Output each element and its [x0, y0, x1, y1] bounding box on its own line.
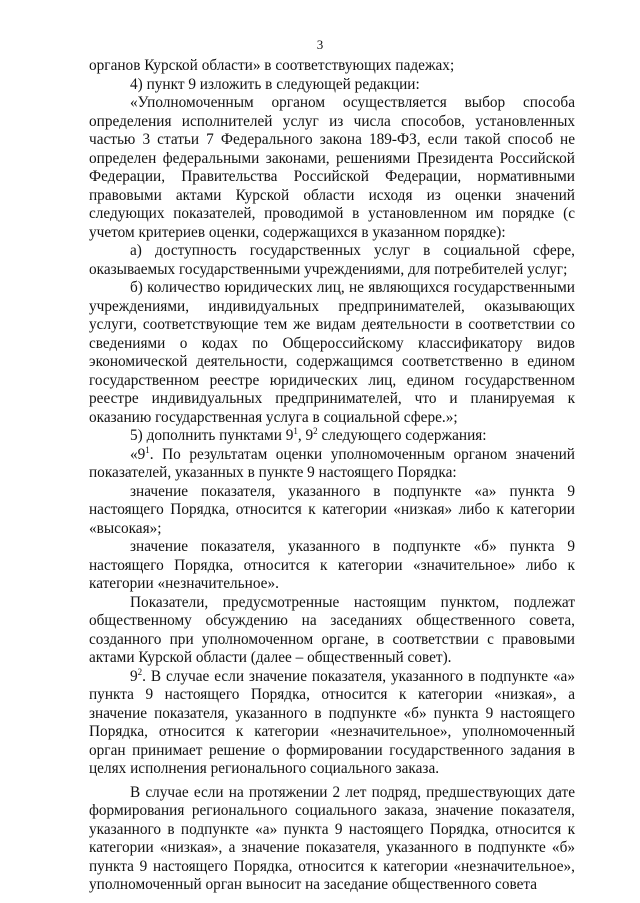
paragraph	[89, 594, 575, 668]
paragraph	[89, 483, 575, 539]
paragraph-text: б) количество юридических лиц, не являющихся государственными учреждениями, индивидуальных предпринимателей, оказывающих услуги, соответствующие тем же видам деятельности в соответствии со сведениями о кодах по Общероссийскому классификатору видов экономической деятельности, содержащимся соответственно в едином государственном реестре юридических лиц, едином государственном реестре индивидуальных предпринимателей, что и планируемая к оказанию государственная услуга в социальной сфере.»;	[89, 279, 575, 426]
document-body	[89, 57, 575, 895]
paragraph-text: «Уполномоченным органом осуществляется выбор способа определения исполнителей услуг из числа способов, установленных частью 3 статьи 7 Федерального закона 189-ФЗ, если такой способ не определен федеральными законами, решениями Президента Российской Федерации, Правительства Российской Федерации, нормативными правовыми актами Курской области исходя из оценки значений следующих показателей, проводимой в установленном им порядке (с учетом критериев оценки, содержащихся в указанном порядке):	[89, 94, 575, 241]
paragraph-text: значение показателя, указанного в подпункте «а» пункта 9 настоящего Порядка, относится к категории «низкая» либо к категории «высокая»;	[89, 482, 575, 537]
paragraph-text: Показатели, предусмотренные настоящим пунктом, подлежат общественному обсуждению на заседаниях общественного совета, созданного при уполномоченном органе, в соответствии с правовыми актами Курской области (далее – общественный совет).	[89, 593, 575, 666]
paragraph	[89, 57, 575, 76]
paragraph-text: , 9	[297, 427, 314, 444]
superscript-index: 2	[137, 666, 143, 677]
paragraph-text: «9	[130, 445, 146, 463]
superscript-index: 1	[145, 444, 150, 455]
paragraph-text: 5) дополнить пунктами 9	[130, 427, 294, 444]
superscript-index: 1	[293, 426, 298, 436]
page-number: 3	[316, 37, 324, 52]
paragraph-text: . По результатам оценки уполномоченным органом значений показателей, указанных в пункте 9 настоящего Порядка:	[89, 445, 575, 481]
paragraph-text: В случае если на протяжении 2 лет подряд, предшествующих дате формирования регионального социального заказа, значение показателя, указанного в подпункте «а» пункта 9 настоящего Порядка, относится к категории «низкая», а значение показателя, указанного в подпункте «б» пункта 9 настоящего Порядка, относится к категории «незначительное», уполномоченный орган выносит на заседание общественного совета	[89, 783, 575, 893]
paragraph-text: 4) пункт 9 изложить в следующей редакции:	[130, 75, 420, 93]
paragraph	[89, 784, 575, 895]
superscript-index: 2	[313, 426, 318, 436]
paragraph	[89, 446, 575, 483]
paragraph	[89, 668, 575, 779]
paragraph	[89, 242, 575, 279]
paragraph-text: органов Курской области» в соответствующих падежах;	[89, 57, 455, 74]
paragraph	[89, 76, 575, 95]
paragraph-text: значение показателя, указанного в подпункте «б» пункта 9 настоящего Порядка, относится к категории «значительное» либо к категории «незначительное».	[89, 538, 575, 592]
paragraph	[89, 279, 575, 427]
paragraph	[89, 538, 575, 594]
paragraph	[89, 94, 575, 242]
paragraph-text: а) доступность государственных услуг в социальной сфере, оказываемых государственными учреждениями, для потребителей услуг;	[89, 242, 575, 278]
paragraph-text: 9	[130, 667, 138, 685]
paragraph-text: . В случае если значение показателя, указанного в подпункте «а» пункта 9 настоящего Порядка, относится к категории «низкая», а значение показателя, указанного в подпункте «б» пункта 9 настоящего Порядка, относится к категории «незначительное», уполномоченный орган принимает решение о формировании государственного задания в целях исполнения регионального социального заказа.	[89, 667, 575, 777]
paragraph-text: следующего содержания:	[317, 427, 487, 444]
paragraph	[89, 427, 575, 446]
